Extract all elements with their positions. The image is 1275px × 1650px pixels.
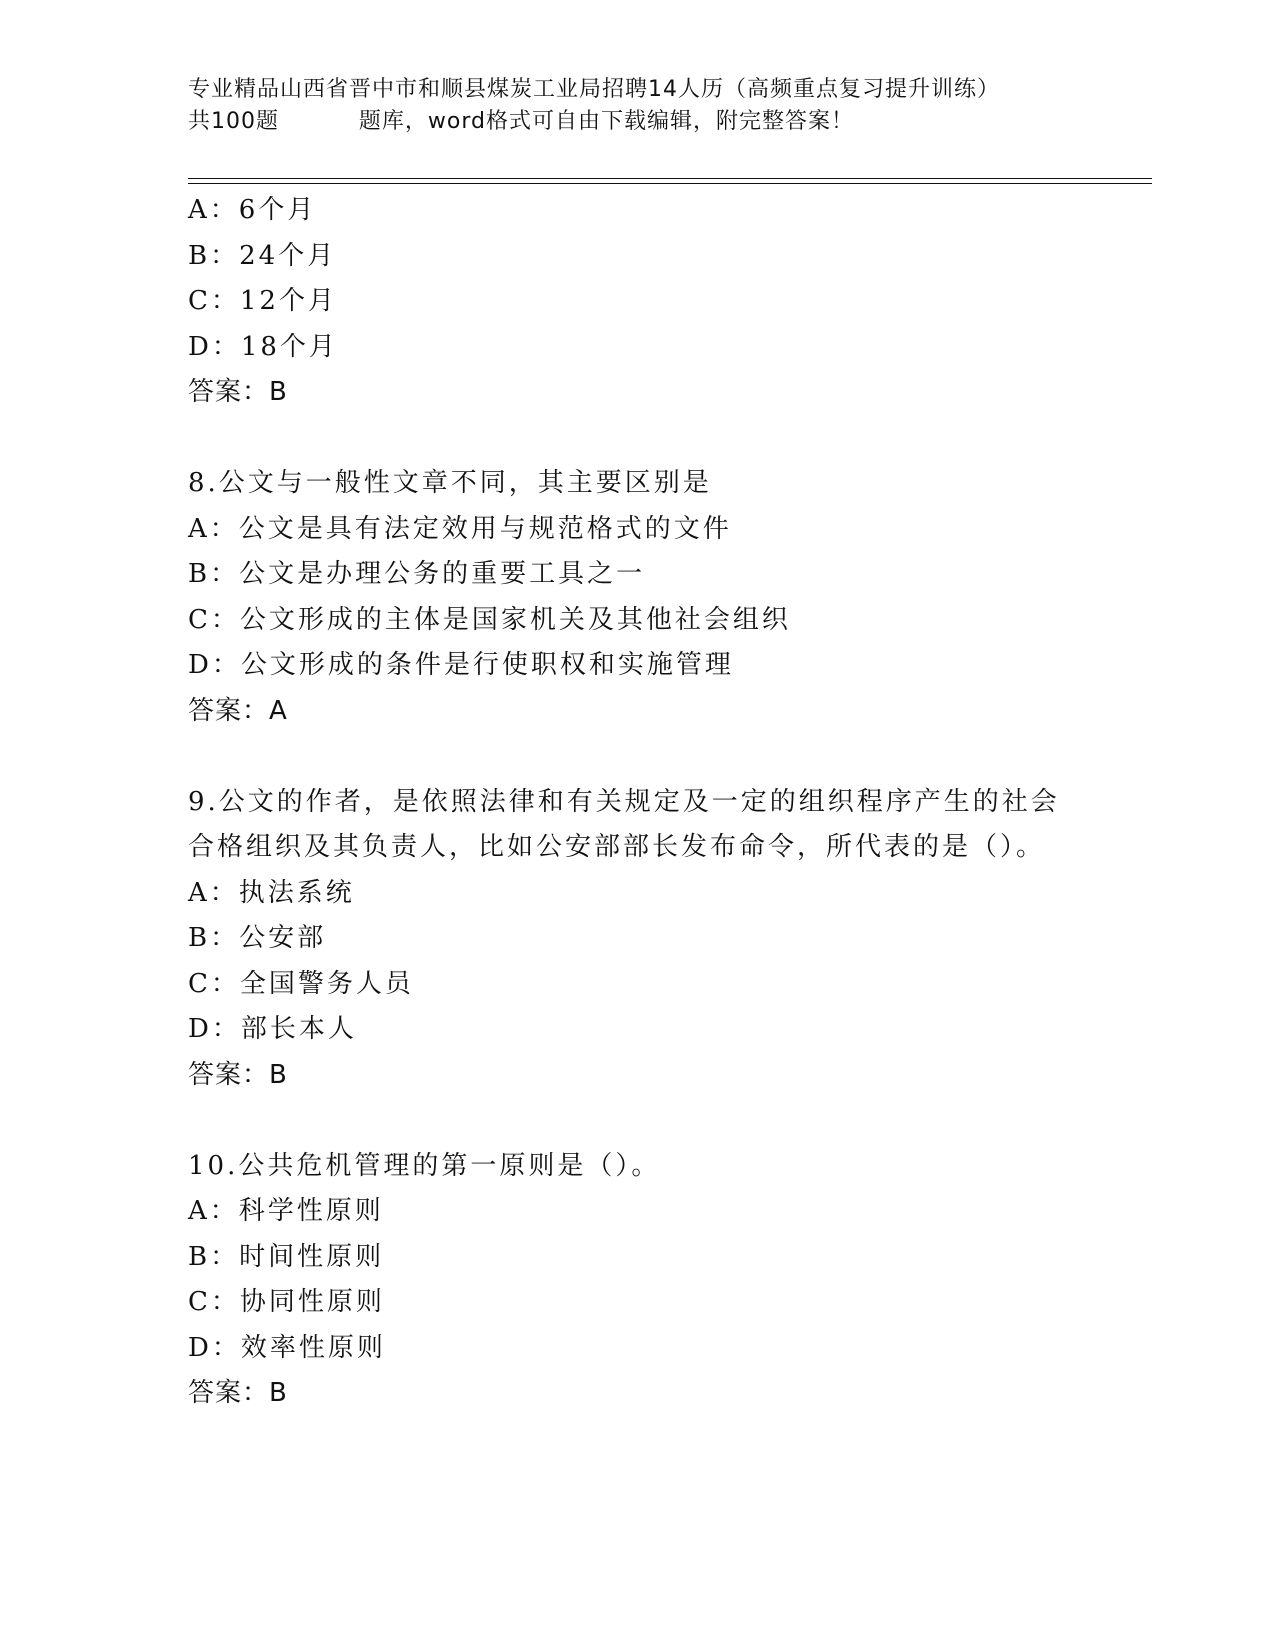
option-a: A：科学性原则 bbox=[188, 1196, 384, 1226]
option-c: C：全国警务人员 bbox=[188, 968, 414, 999]
header-subtitle-line: 共100题 题库，word格式可自由下载编辑，附完整答案！ bbox=[188, 109, 855, 134]
option-c: C：公文形成的主体是国家机关及其他社会组织 bbox=[188, 604, 791, 635]
question-7 bbox=[188, 188, 1148, 416]
spacer bbox=[188, 1098, 1148, 1144]
header-divider-bottom bbox=[188, 183, 1152, 184]
answer-line: 答案：B bbox=[188, 377, 288, 407]
spacer bbox=[188, 416, 1148, 462]
option-d: D：公文形成的条件是行使职权和实施管理 bbox=[188, 650, 734, 680]
answer-line: 答案：B bbox=[188, 1378, 288, 1408]
option-a: A：6个月 bbox=[188, 195, 317, 225]
question-8 bbox=[188, 461, 1148, 734]
option-b: B：公文是办理公务的重要工具之一 bbox=[188, 559, 646, 589]
header-title-line: 专业精品山西省晋中市和顺县煤炭工业局招聘14人历（高频重点复习提升训练） bbox=[188, 77, 1000, 102]
option-c: C：协同性原则 bbox=[188, 1287, 385, 1317]
option-d: D：效率性原则 bbox=[188, 1332, 386, 1363]
question-list bbox=[188, 188, 1148, 1417]
question-stem: 8.公文与一般性文章不同，其主要区别是 bbox=[188, 468, 712, 498]
document-header bbox=[188, 74, 1148, 138]
header-divider-top bbox=[188, 178, 1152, 179]
option-a: A：公文是具有法定效用与规范格式的文件 bbox=[188, 513, 732, 544]
question-10 bbox=[188, 1144, 1148, 1417]
spacer bbox=[188, 734, 1148, 780]
option-b: B：时间性原则 bbox=[188, 1241, 385, 1272]
option-a: A：执法系统 bbox=[188, 877, 355, 908]
question-stem-line-2: 合格组织及其负责人，比如公安部部长发布命令，所代表的是（）。 bbox=[188, 832, 1046, 862]
question-9 bbox=[188, 780, 1148, 1099]
option-c: C：12个月 bbox=[188, 286, 337, 316]
question-stem-line-1: 9.公文的作者，是依照法律和有关规定及一定的组织程序产生的社会 bbox=[188, 786, 1060, 817]
option-b: B：公安部 bbox=[188, 923, 327, 953]
option-d: D：部长本人 bbox=[188, 1014, 357, 1044]
answer-line: 答案：A bbox=[188, 695, 288, 726]
question-stem: 10.公共危机管理的第一原则是（）。 bbox=[188, 1150, 661, 1181]
option-d: D：18个月 bbox=[188, 331, 338, 362]
answer-line: 答案：B bbox=[188, 1059, 288, 1090]
option-b: B：24个月 bbox=[188, 240, 337, 271]
